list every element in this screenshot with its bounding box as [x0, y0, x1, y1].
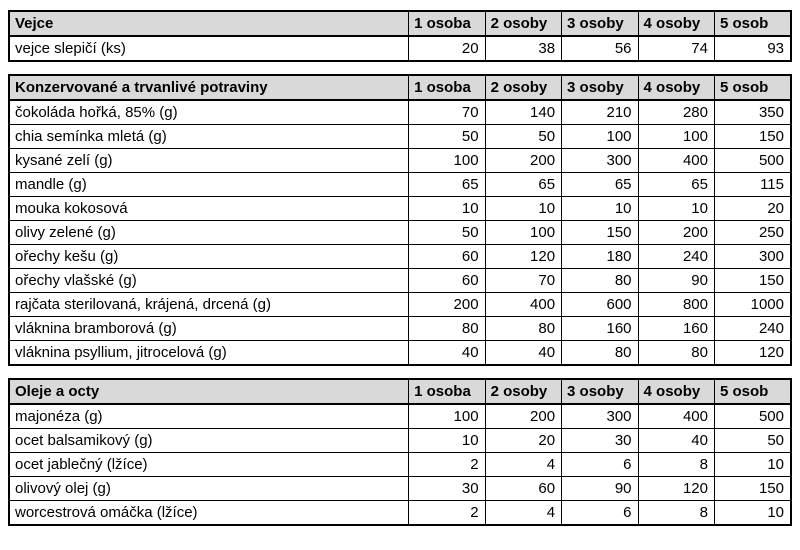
item-label: vláknina psyllium, jitrocelová (g): [9, 341, 409, 366]
quantity-cell: 240: [638, 245, 714, 269]
quantity-cell: 240: [714, 317, 791, 341]
quantity-cell: 38: [485, 36, 561, 61]
quantity-cell: 40: [638, 429, 714, 453]
item-label: olivy zelené (g): [9, 221, 409, 245]
column-header-1-persons: 1 osoba: [409, 75, 485, 100]
quantity-cell: 90: [562, 477, 638, 501]
quantity-cell: 80: [562, 269, 638, 293]
quantity-cell: 8: [638, 453, 714, 477]
table-row: [9, 269, 791, 293]
quantity-cell: 6: [562, 501, 638, 526]
column-header-5-persons: 5 osob: [714, 11, 791, 36]
quantity-cell: 8: [638, 501, 714, 526]
quantity-cell: 400: [638, 149, 714, 173]
quantity-cell: 90: [638, 269, 714, 293]
item-label: chia semínka mletá (g): [9, 125, 409, 149]
quantity-cell: 300: [562, 149, 638, 173]
quantity-cell: 65: [485, 173, 561, 197]
quantity-cell: 400: [638, 404, 714, 429]
item-label: vejce slepičí (ks): [9, 36, 409, 61]
quantity-cell: 4: [485, 453, 561, 477]
item-label: kysané zelí (g): [9, 149, 409, 173]
column-header-3-persons: 3 osoby: [562, 11, 638, 36]
table-row: [9, 197, 791, 221]
quantity-cell: 100: [409, 404, 485, 429]
quantity-cell: 30: [409, 477, 485, 501]
column-header-5-persons: 5 osob: [714, 379, 791, 404]
quantity-cell: 100: [562, 125, 638, 149]
column-header-1-persons: 1 osoba: [409, 379, 485, 404]
column-header-4-persons: 4 osoby: [638, 379, 714, 404]
item-label: čokoláda hořká, 85% (g): [9, 100, 409, 125]
table-row: [9, 501, 791, 526]
quantity-cell: 100: [409, 149, 485, 173]
column-header-3-persons: 3 osoby: [562, 379, 638, 404]
quantity-cell: 500: [714, 404, 791, 429]
table-row: [9, 293, 791, 317]
quantity-cell: 80: [562, 341, 638, 366]
food-table-2: [8, 378, 792, 526]
quantity-cell: 10: [562, 197, 638, 221]
quantity-cell: 150: [714, 125, 791, 149]
table-row: [9, 429, 791, 453]
column-header-2-persons: 2 osoby: [485, 11, 561, 36]
quantity-cell: 115: [714, 173, 791, 197]
quantity-cell: 40: [485, 341, 561, 366]
quantity-cell: 20: [409, 36, 485, 61]
column-header-1-persons: 1 osoba: [409, 11, 485, 36]
quantity-cell: 60: [485, 477, 561, 501]
quantity-cell: 100: [638, 125, 714, 149]
column-header-4-persons: 4 osoby: [638, 75, 714, 100]
quantity-cell: 200: [409, 293, 485, 317]
quantity-cell: 120: [714, 341, 791, 366]
tables-container: [8, 10, 792, 526]
column-header-2-persons: 2 osoby: [485, 379, 561, 404]
item-label: ocet jablečný (lžíce): [9, 453, 409, 477]
quantity-cell: 2: [409, 453, 485, 477]
item-label: ořechy kešu (g): [9, 245, 409, 269]
quantity-cell: 50: [714, 429, 791, 453]
section-title: Vejce: [9, 11, 409, 36]
item-label: olivový olej (g): [9, 477, 409, 501]
quantity-cell: 50: [409, 221, 485, 245]
quantity-cell: 65: [409, 173, 485, 197]
quantity-cell: 150: [714, 477, 791, 501]
table-row: [9, 317, 791, 341]
food-table-0: [8, 10, 792, 62]
quantity-cell: 50: [409, 125, 485, 149]
quantity-cell: 1000: [714, 293, 791, 317]
quantity-cell: 20: [485, 429, 561, 453]
quantity-cell: 4: [485, 501, 561, 526]
quantity-cell: 400: [485, 293, 561, 317]
quantity-cell: 160: [638, 317, 714, 341]
column-header-5-persons: 5 osob: [714, 75, 791, 100]
table-row: [9, 453, 791, 477]
header-row: [9, 11, 791, 36]
quantity-cell: 74: [638, 36, 714, 61]
quantity-cell: 65: [562, 173, 638, 197]
quantity-cell: 250: [714, 221, 791, 245]
quantity-cell: 10: [714, 453, 791, 477]
quantity-cell: 70: [409, 100, 485, 125]
quantity-cell: 10: [409, 429, 485, 453]
item-label: rajčata sterilovaná, krájená, drcená (g): [9, 293, 409, 317]
quantity-cell: 280: [638, 100, 714, 125]
table-row: [9, 149, 791, 173]
quantity-cell: 80: [638, 341, 714, 366]
quantity-cell: 10: [409, 197, 485, 221]
quantity-cell: 10: [638, 197, 714, 221]
table-row: [9, 341, 791, 366]
quantity-cell: 65: [638, 173, 714, 197]
table-row: [9, 125, 791, 149]
quantity-cell: 200: [485, 404, 561, 429]
item-label: ořechy vlašské (g): [9, 269, 409, 293]
quantity-cell: 80: [485, 317, 561, 341]
quantity-cell: 10: [714, 501, 791, 526]
quantity-cell: 210: [562, 100, 638, 125]
item-label: mandle (g): [9, 173, 409, 197]
quantity-cell: 150: [562, 221, 638, 245]
quantity-cell: 6: [562, 453, 638, 477]
column-header-3-persons: 3 osoby: [562, 75, 638, 100]
quantity-cell: 30: [562, 429, 638, 453]
quantity-cell: 50: [485, 125, 561, 149]
food-table-1: [8, 74, 792, 366]
quantity-cell: 80: [409, 317, 485, 341]
column-header-4-persons: 4 osoby: [638, 11, 714, 36]
quantity-cell: 180: [562, 245, 638, 269]
table-row: [9, 404, 791, 429]
header-row: [9, 379, 791, 404]
item-label: worcestrová omáčka (lžíce): [9, 501, 409, 526]
quantity-cell: 160: [562, 317, 638, 341]
quantity-cell: 100: [485, 221, 561, 245]
quantity-cell: 93: [714, 36, 791, 61]
section-title: Konzervované a trvanlivé potraviny: [9, 75, 409, 100]
quantity-cell: 70: [485, 269, 561, 293]
quantity-cell: 40: [409, 341, 485, 366]
item-label: mouka kokosová: [9, 197, 409, 221]
quantity-cell: 150: [714, 269, 791, 293]
table-row: [9, 221, 791, 245]
column-header-2-persons: 2 osoby: [485, 75, 561, 100]
quantity-cell: 2: [409, 501, 485, 526]
quantity-cell: 500: [714, 149, 791, 173]
quantity-cell: 200: [485, 149, 561, 173]
table-row: [9, 36, 791, 61]
table-row: [9, 173, 791, 197]
quantity-cell: 600: [562, 293, 638, 317]
quantity-cell: 200: [638, 221, 714, 245]
table-row: [9, 477, 791, 501]
quantity-cell: 10: [485, 197, 561, 221]
quantity-cell: 120: [638, 477, 714, 501]
quantity-cell: 350: [714, 100, 791, 125]
quantity-cell: 56: [562, 36, 638, 61]
quantity-cell: 300: [562, 404, 638, 429]
table-row: [9, 245, 791, 269]
quantity-cell: 60: [409, 269, 485, 293]
item-label: ocet balsamikový (g): [9, 429, 409, 453]
item-label: majonéza (g): [9, 404, 409, 429]
item-label: vláknina bramborová (g): [9, 317, 409, 341]
quantity-cell: 20: [714, 197, 791, 221]
section-title: Oleje a octy: [9, 379, 409, 404]
quantity-cell: 800: [638, 293, 714, 317]
table-row: [9, 100, 791, 125]
quantity-cell: 120: [485, 245, 561, 269]
quantity-cell: 300: [714, 245, 791, 269]
header-row: [9, 75, 791, 100]
quantity-cell: 60: [409, 245, 485, 269]
quantity-cell: 140: [485, 100, 561, 125]
